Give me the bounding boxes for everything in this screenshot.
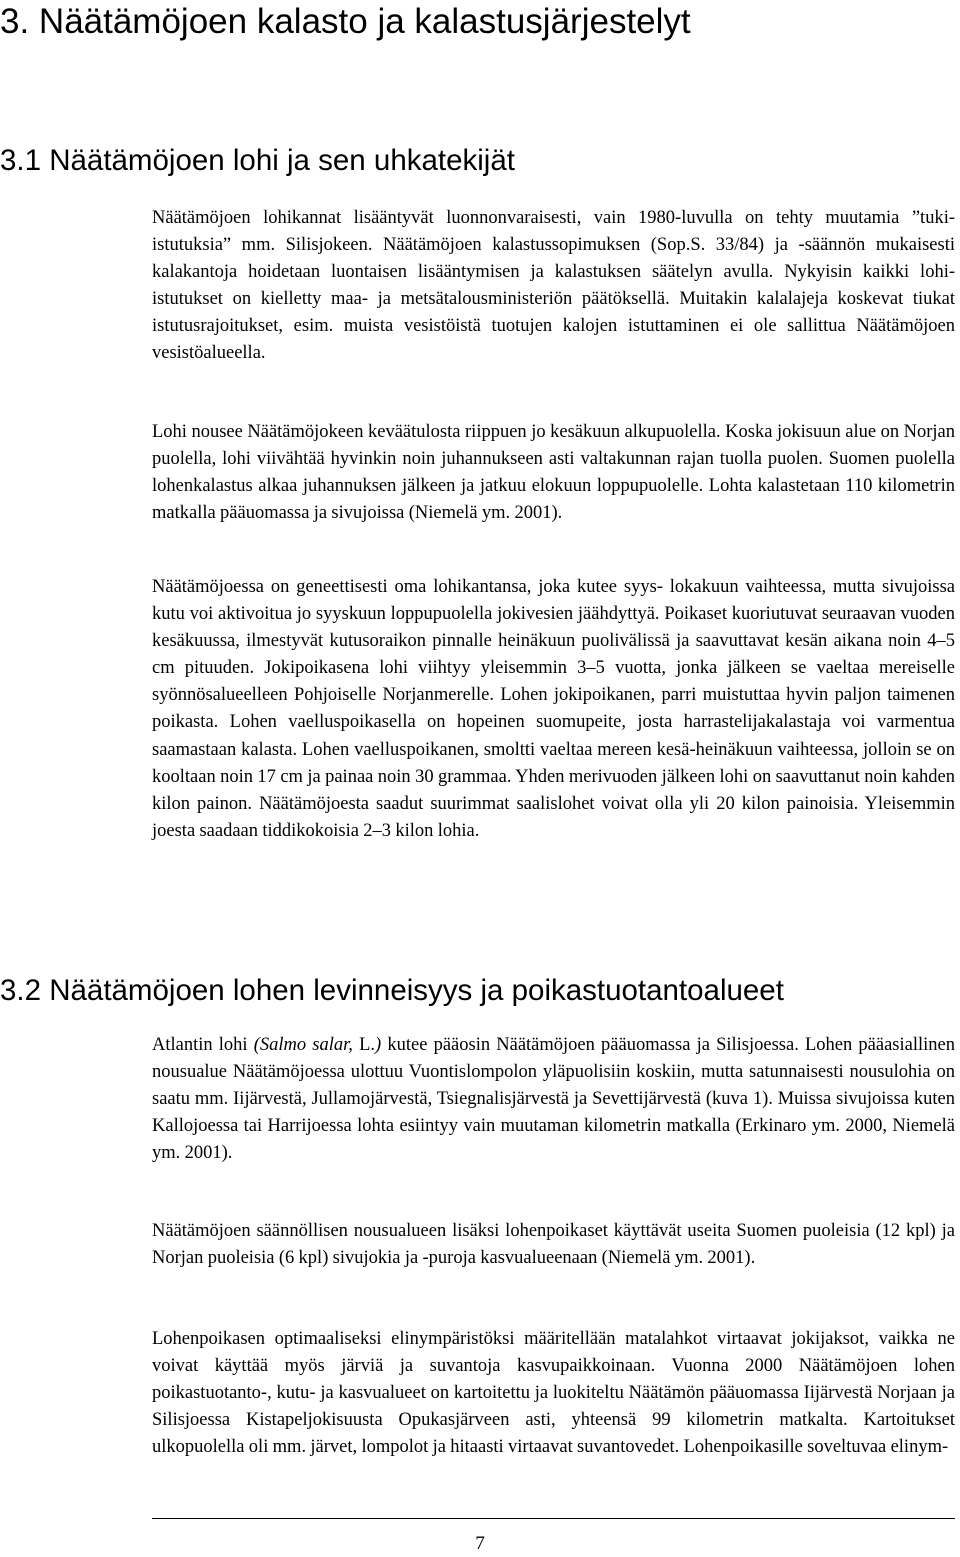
section-heading-3-2: 3.2 Näätämöjoen lohen levinneisyys ja poikastuotantoalueet [0,974,784,1007]
chapter-heading: 3. Näätämöjoen kalasto ja kalastusjärjestelyt [0,2,691,41]
species-name-close-italic: ) [375,1035,382,1055]
paragraph-distribution-start: Atlantin lohi [152,1035,254,1055]
paragraph-habitat: Lohenpoikasen optimaaliseksi elinympäristöksi määritellään matalahkot virtaavat jokijaksot, vaikka ne voivat käyttää myös järviä ja suvantoja kasvupaikkoinaan. Vuonna 2000 Näätämöjoen lohen poikastuotanto-, kutu- ja kasvualueet on kartoitettu ja luokiteltu Näätämön pääuomassa Iijärvestä Norjaan ja Silisjoessa Kistapeljokisuusta Opukasjärveen asti, yhteensä 99 kilometrin matkalta. Kartoitukset ulkopuolella oli mm. järvet, lompolot ja hitaasti virtaavat suvantovedet. Lohenpoikasille soveltuvaa elinym- [152,1329,955,1458]
page-number: 7 [475,1533,485,1554]
species-author: L. [352,1035,376,1055]
paragraph-distribution-rest: kutee pääosin Näätämöjoen pääuomassa ja Silisjoessa. Lohen pääasiallinen nousualue Näätämöjoessa ulottuu Vuontislompolon yläpuolisiin koskiin, mutta satunnaisesti nousulohia on saatu mm. Iijärvestä, Jullamojärvestä, Tsiegnalisjärvestä ja Sevettijärvestä (kuva 1). Muissa sivujoissa kuten Kallojoessa tai Harrijoessa lohta esiintyy vain muutaman kilometrin matkalla (Erkinaro ym. 2000, Niemelä ym. 2001). [152,1035,955,1164]
footer-divider [152,1518,955,1519]
section-heading-3-1: 3.1 Näätämöjoen lohi ja sen uhkatekijät [0,144,515,177]
paragraph-tributaries: Näätämöjoen säännöllisen nousualueen lisäksi lohenpoikaset käyttävät useita Suomen puoleisia (12 kpl) ja Norjan puoleisia (6 kpl) sivujokia ja -puroja kasvualueenaan (Niemelä ym. 2001). [152,1221,955,1269]
paragraph-stocking: Näätämöjoen lohikannat lisääntyvät luonnonvaraisesti, vain 1980-luvulla on tehty muutamia ”tuki-istutuksia” mm. Silisjokeen. Näätämöjoen kalastussopimuksen (Sop.S. 33/84) ja -säännön mukaisesti kalakantoja hoidetaan luontaisen lisääntymisen ja kalastuksen säätelyn avulla. Nykyisin kaikki lohi-istutukset on kielletty maa- ja metsätalousministeriön päätöksellä. Muitakin kalalajeja koskevat tiukat istutusrajoitukset, esim. muista vesistöistä tuotujen kalojen istuttaminen ei ole sallittua Näätämöjoen vesistöalueella. [152,208,955,364]
species-name-italic: (Salmo salar, [253,1035,353,1055]
paragraph-distribution [152,1032,955,1167]
paragraph-life-cycle: Näätämöjoessa on geneettisesti oma lohikantansa, joka kutee syys- lokakuun vaihteessa, mutta sivujoissa kutu voi aktivoitua jo syyskuun loppupuolella jokivesien jäähdyttyä. Poikaset kuoriutuvat seuraavan vuoden kesäkuussa, ilmestyvät kutusoraikon pinnalle heinäkuun puolivälissä ja saavuttavat kesän aikana noin 4–5 cm pituuden. Jokipoikasena lohi viihtyy yleisemmin 3–5 vuotta, jonka jälkeen se vaeltaa mereiselle syönnösalueelleen Pohjoiselle Norjanmerelle. Lohen jokipoikanen, parri muistuttaa hyvin paljon taimenen poikasta. Lohen vaelluspoikasella on hopeinen suomupeite, josta harrastelijakalastaja voi varmentua saamastaan kalasta. Lohen vaelluspoikanen, smoltti vaeltaa mereen kesä-heinäkuun vaihteessa, jolloin se on kooltaan noin 17 cm ja painaa noin 30 grammaa. Yhden merivuoden jälkeen lohi on saavuttanut noin kahden kilon painon. Näätämöjoesta saadut suurimmat saalislohet voivat olla yli 20 kilon painoisia. Yleisemmin joesta saadaan tiddikokoisia 2–3 kilon lohia. [152,577,955,841]
paragraph-migration: Lohi nousee Näätämöjokeen keväätulosta riippuen jo kesäkuun alkupuolella. Koska jokisuun alue on Norjan puolella, lohi viivähtää hyvinkin noin juhannukseen asti valtakunnan rajan tuolla puolen. Suomen puolella lohenkalastus alkaa juhannuksen jälkeen ja jatkuu elokuun loppupuolelle. Lohta kalastetaan 110 kilometrin matkalla pääuomassa ja sivujoissa (Niemelä ym. 2001). [152,422,955,524]
